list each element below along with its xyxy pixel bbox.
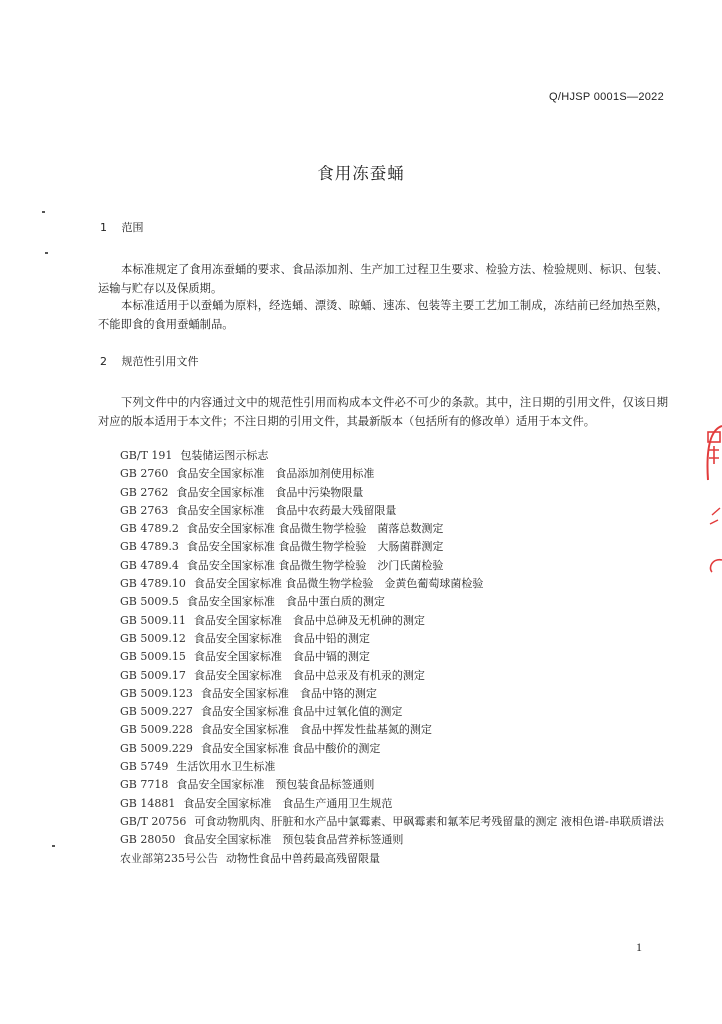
reference-item: GB 4789.10 食品安全国家标准 食品微生物学检验 金黄色葡萄球菌检验 — [120, 577, 484, 591]
reference-item: GB 2762 食品安全国家标准 食品中污染物限量 — [120, 485, 364, 499]
document-title: 食用冻蚕蛹 — [317, 164, 405, 183]
section-heading-normative-references — [100, 353, 199, 369]
reference-item: GB 5009.229 食品安全国家标准 食品中酸价的测定 — [120, 741, 381, 755]
scan-speck — [45, 252, 48, 254]
page-number: 1 — [636, 940, 642, 954]
document-code: Q/HJSP 0001S—2022 — [549, 91, 664, 103]
reference-item: GB 5009.123 食品安全国家标准 食品中铬的测定 — [120, 686, 377, 700]
seal-stamp-icon — [700, 420, 722, 590]
reference-list — [120, 447, 680, 868]
reference-item: GB 5009.227 食品安全国家标准 食品中过氧化值的测定 — [120, 705, 403, 719]
reference-item: GB 5009.5 食品安全国家标准 食品中蛋白质的测定 — [120, 595, 385, 609]
section-title: 范围 — [121, 221, 144, 234]
reference-item: GB 2760 食品安全国家标准 食品添加剂使用标准 — [120, 467, 375, 481]
reference-item: GB 4789.4 食品安全国家标准 食品微生物学检验 沙门氏菌检验 — [120, 558, 444, 572]
scan-speck — [52, 845, 55, 847]
section-number: 2 — [100, 355, 107, 368]
references-intro-paragraph: 下列文件中的内容通过文中的规范性引用而构成本文件必不可少的条款。其中，注日期的引用文件，仅该日期对应的版本适用于本文件；不注日期的引用文件，其最新版本（包括所有的修改单）适用于本文件。 — [98, 396, 668, 428]
reference-item: GB 4789.2 食品安全国家标准 食品微生物学检验 菌落总数测定 — [120, 522, 444, 536]
reference-item: GB 14881 食品安全国家标准 食品生产通用卫生规范 — [120, 796, 393, 810]
reference-item: GB 5749 生活饮用水卫生标准 — [120, 760, 276, 774]
reference-item: GB 7718 食品安全国家标准 预包装食品标签通则 — [120, 778, 375, 792]
section-title: 规范性引用文件 — [121, 355, 199, 368]
reference-item: GB 5009.15 食品安全国家标准 食品中镉的测定 — [120, 650, 370, 664]
reference-item: GB 5009.228 食品安全国家标准 食品中挥发性盐基氮的测定 — [120, 723, 432, 737]
reference-item: 农业部第235号公告 动物性食品中兽药最高残留限量 — [120, 851, 380, 865]
scope-paragraph-1: 本标准规定了食用冻蚕蛹的要求、食品添加剂、生产加工过程卫生要求、检验方法、检验规则、标识、包装、运输与贮存以及保质期。 — [98, 263, 668, 295]
section-heading-scope — [100, 219, 144, 235]
scan-speck — [42, 211, 45, 213]
reference-item: GB 28050 食品安全国家标准 预包装食品营养标签通则 — [120, 833, 404, 847]
scope-paragraph-2: 本标准适用于以蚕蛹为原料，经选蛹、漂烫、晾蛹、速冻、包装等主要工艺加工制成，冻结前已经加热至熟，不能即食的食用蚕蛹制品。 — [98, 299, 668, 331]
section-number: 1 — [100, 221, 107, 234]
reference-item: GB 2763 食品安全国家标准 食品中农药最大残留限量 — [120, 503, 397, 517]
reference-item: GB 5009.17 食品安全国家标准 食品中总汞及有机汞的测定 — [120, 668, 425, 682]
reference-item: GB/T 191 包装储运图示标志 — [120, 449, 269, 462]
reference-item: GB 4789.3 食品安全国家标准 食品微生物学检验 大肠菌群测定 — [120, 540, 444, 554]
reference-item: GB 5009.11 食品安全国家标准 食品中总砷及无机砷的测定 — [120, 613, 425, 627]
reference-item: GB 5009.12 食品安全国家标准 食品中铅的测定 — [120, 631, 370, 645]
reference-item: GB/T 20756 可食动物肌肉、肝脏和水产品中氯霉素、甲砜霉素和氟苯尼考残留量的测定 液相色谱-串联质谱法 — [120, 814, 664, 828]
